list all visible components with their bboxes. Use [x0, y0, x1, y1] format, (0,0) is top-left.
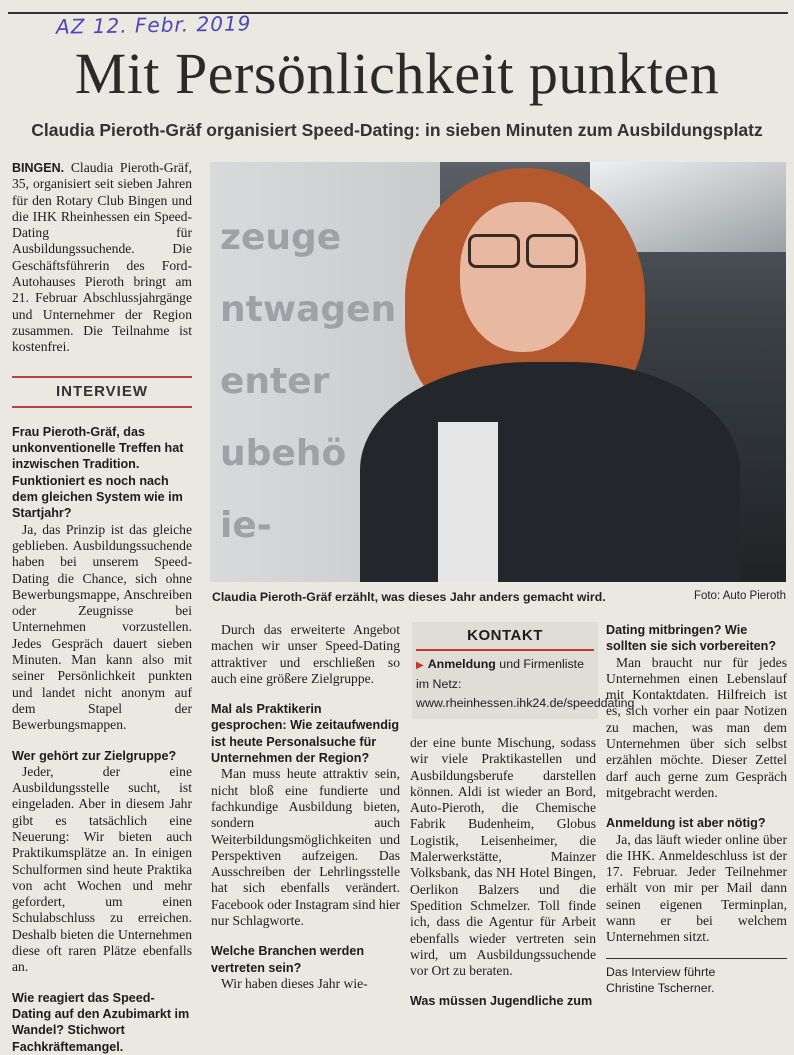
wall-word: ie- — [220, 505, 272, 546]
byline-line: Das Interview führte — [606, 964, 716, 979]
face — [460, 202, 586, 352]
answer: Ja, das läuft wieder online über die IHK. Anmeldeschluss ist der 17. Februar. Jeder Teilnehmer erhält von mir per Mail dann seinen eigenen Terminplan, wann er bei welchem Unternehmen sitzt. — [606, 831, 787, 945]
wall-lettering — [220, 202, 396, 562]
question: Frau Pieroth-Gräf, das unkonventionelle Treffen hat inzwischen Tradition. Funktioniert es noch nach dem gleichen System wie im Startjahr? — [12, 424, 184, 521]
question: Mal als Praktikerin gesprochen: Wie zeitaufwendig ist heute Personalsuche für Unternehmen der Region? — [211, 702, 400, 766]
answer: Jeder, der eine Ausbildungsstelle sucht, ist eingeladen. Aber in diesem Jahr gibt es tatsächlich eine Neuerung: Wir bieten auch Praktikumsplätze an. In einigen Schulformen sind heute Praktika von acht Wochen und mehr gefordert, um einen Schulabschluss zu erreichen. Deshalb bieten die Unternehmen diese oft raren Plätze ebenfalls an. — [12, 763, 192, 975]
answer: der eine bunte Mischung, sodass wir viele Praktikastellen und Ausbildungsberufe darstellen können. Aldi ist wieder an Bord, Auto-Pieroth, die Chemische Fabrik Budenheim, Globus Logistik, Leisenheimer, die Malerwerkstätte, Mainzer Volksbank, das NH Hotel Bingen, Oerlikon Balzers und die Spedition Schmelzer. Toll finde ich, dass die Agentur für Arbeit ebenfalls wieder vertreten sein wird, um Ausbildungssuchende vor Ort zu beraten. — [410, 735, 596, 979]
column-3 — [410, 735, 596, 1010]
column-4 — [606, 622, 787, 996]
contact-text — [416, 655, 635, 713]
question: Wer gehört zur Zielgruppe? — [12, 748, 177, 763]
column-2 — [211, 622, 400, 992]
byline-author: Christine Tscherner. — [606, 980, 715, 995]
contact-bold: Anmeldung — [427, 657, 496, 671]
intro-text: Claudia Pieroth-Gräf, 35, organisiert seit sieben Jahren für den Rotary Club Bingen und die IHK Rheinhessen ein Speed-Dating für Ausbildungssuchende. Die Geschäftsführerin des Ford-Autohauses Pieroth bringt am 21. Februar Abschlussjahrgänge und Unternehmer der Region zusammen. Die Teilnahme ist kostenfrei. — [12, 160, 192, 355]
column-1 — [12, 160, 192, 1055]
wall-word: ubehö — [220, 433, 347, 474]
wall-word: ntwagen — [220, 289, 397, 330]
triangle-right-icon: ▶ — [416, 660, 424, 671]
dateline: BINGEN. — [12, 161, 65, 175]
question: Dating mitbringen? Wie sollten sie sich vorbereiten? — [606, 623, 777, 654]
wall-word: enter — [220, 361, 330, 402]
answer: Man muss heute attraktiv sein, nicht bloß eine fundierte und fachkundige Ausbildung bieten, sondern auch Weiterbildungsmöglichkeiten und Perspektiven aufzeigen. Das Ausschreiben der Lehrlingsstelle hat sich ebenfalls verändert. Facebook oder Instagram sind hier nur Schlagworte. — [211, 766, 400, 929]
contact-link-text[interactable]: und Firmenliste im Netz: www.rheinhessen.ihk24.de/speeddating — [416, 657, 635, 710]
contact-title: KONTAKT — [416, 624, 594, 651]
photo-caption: Claudia Pieroth-Gräf erzählt, was dieses Jahr anders gemacht wird. — [212, 590, 606, 604]
jacket — [360, 362, 740, 582]
section-label: INTERVIEW — [12, 376, 192, 408]
headline: Mit Persönlichkeit punkten — [74, 41, 720, 106]
answer: Ja, das Prinzip ist das gleiche geblieben. Ausbildungssuchende haben bei unserem Speed-Dating die Chance, sich ohne Bewerbungsmappe, Anschreiben oder Zeugnisse bei Unternehmen vorzustellen. Jedes Gespräch dauert sieben Minuten. Man kann also mit seiner Persönlichkeit punkten und landet nicht anonym auf dem Stapel der Bewerbungsmappen. — [12, 521, 192, 733]
answer: Durch das erweiterte Angebot machen wir unser Speed-Dating attraktiver und erschließen so auch eine größere Zielgruppe. — [211, 622, 400, 686]
question: Anmeldung ist aber nötig? — [606, 816, 766, 831]
glasses-icon — [468, 234, 578, 264]
wall-word: zeuge — [220, 217, 342, 258]
question: Wie reagiert das Speed-Dating auf den Azubimarkt im Wandel? Stichwort Fachkräftemangel. — [12, 990, 190, 1054]
photo-credit: Foto: Auto Pieroth — [693, 590, 786, 602]
question: Welche Branchen werden vertreten sein? — [211, 944, 365, 975]
portrait-photo — [210, 162, 786, 582]
handwritten-date-note: AZ 12. Febr. 2019 — [55, 11, 252, 39]
shirt — [438, 422, 498, 582]
subtitle: Claudia Pieroth-Gräf organisiert Speed-Dating: in sieben Minuten zum Ausbildungsplatz — [31, 120, 763, 140]
answer: Wir haben dieses Jahr wie- — [221, 975, 368, 991]
contact-box — [412, 622, 635, 719]
answer: Man braucht nur für jedes Unternehmen einen Lebenslauf mit Kontaktdaten. Hilfreich ist es, sich vorher ein paar Notizen zu machen, was man dem Unternehmen über sich selbst erzählen möchte. Dieser Zettel darf auch gerne zum Gespräch mitgebracht werden. — [606, 654, 787, 800]
intro-paragraph — [12, 160, 192, 356]
byline — [606, 958, 787, 996]
question: Was müssen Jugendliche zum — [410, 994, 593, 1009]
